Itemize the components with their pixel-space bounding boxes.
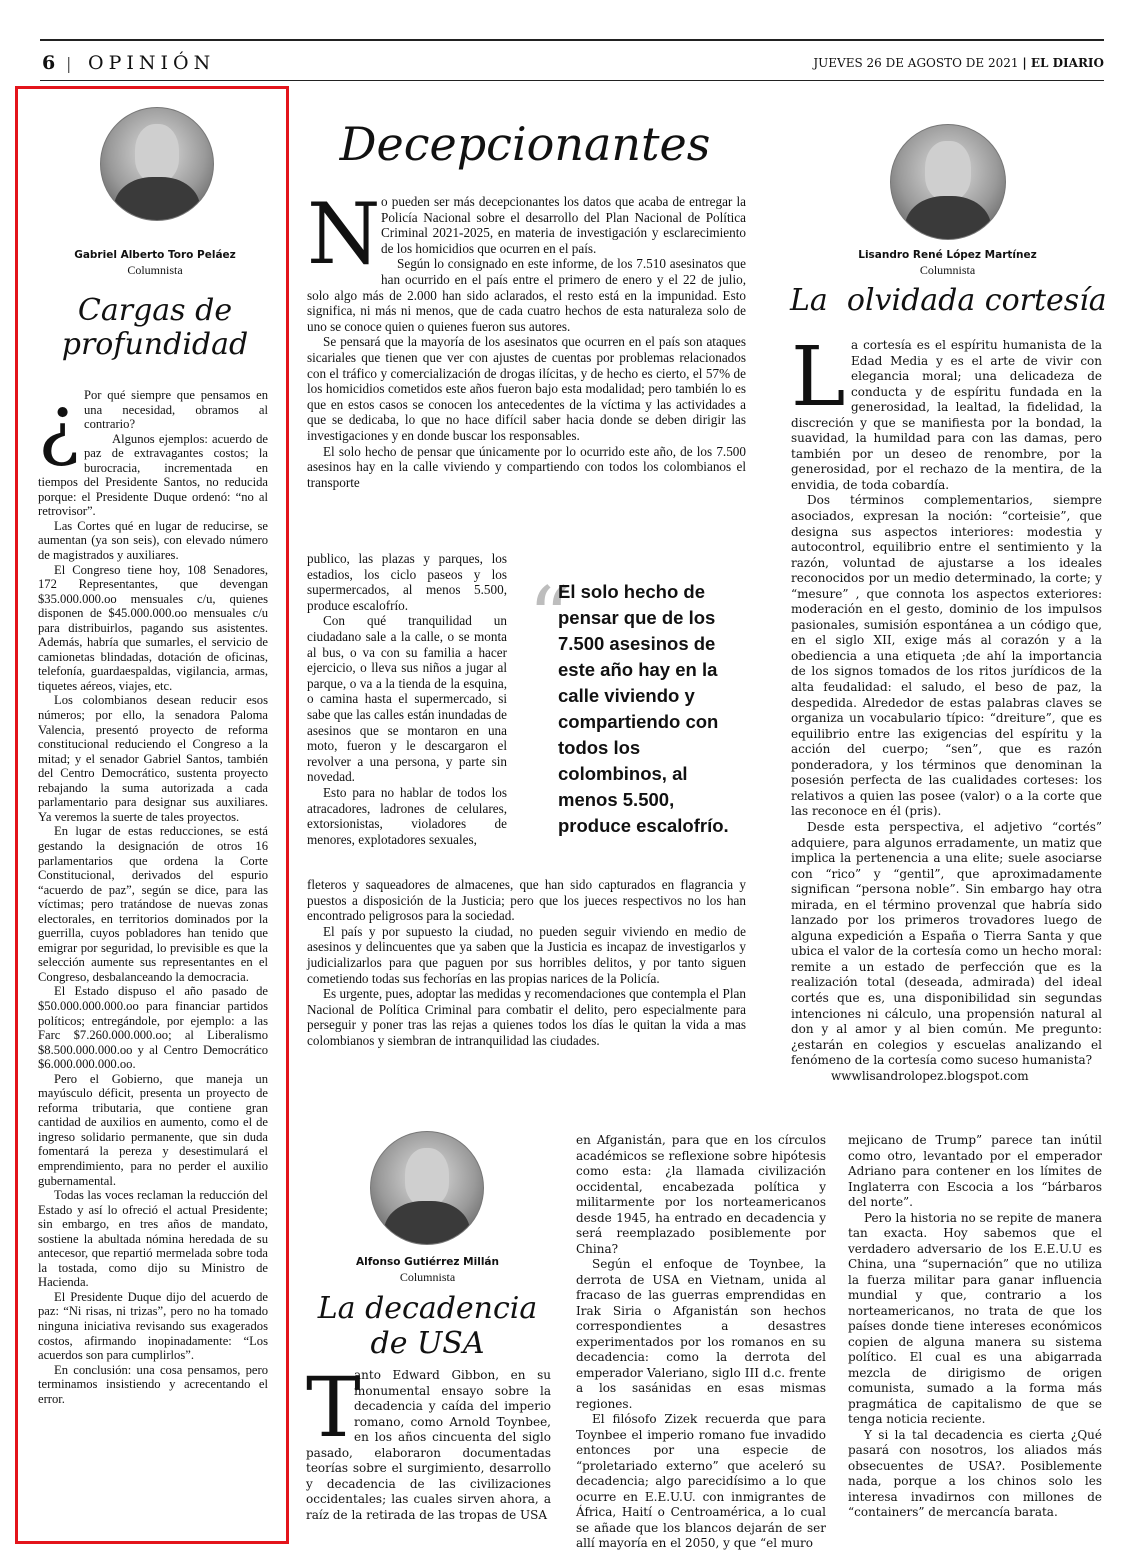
paragraph: Dos términos complementarios, siempre asociados, expresan la noción: “corteisie”, que designa sus aspectos interiores: modestia y autocontrol, equilibrio entre el sentimiento y la razón, voluntad de ajustarse a los ideales reconocidos por un medio determinado, la corte; y “mesure” , que connota los aspectos exteriores: moderación en el gesto, dominio de los impulsos pasionales, sumisión espontánea a un código que, en el siglo XII, exige más al corazón y a la obediencia a una etiqueta ;de ahí la importancia de los signos tomados de los ritos jurídicos de la alta feudalidad: el saludo, el beso de paz, la despedida. Alrededor de estas palabras claves se organiza un vocabulario típico: “dreiture”, que es equilibrio entre las exigencias del espíritu y la acción del cuerpo; “sen”, que es razón ponderadora, y los términos que denominan la posesión perfecta de las cualidades corteses: los relativos a quien las posee (valor) o a la corte que las reconoce en él (pris). [791, 493, 1102, 819]
article-body [791, 330, 1102, 1084]
paragraph: Según el enfoque de Toynbee, la derrota de USA en Vietnam, unida al fracaso de las guerras emprendidas en Irak Siria o Afganistán son hechos correspondientes a desastres experimentados por los romanos en su decadencia: como la derrota del emperador Valeriano, siglo III d.c. frente a los sasánidas en esas mismas regiones. [576, 1257, 826, 1411]
author-name: Gabriel Alberto Toro Peláez [74, 249, 236, 261]
paragraph: en Afganistán, para que en los círculos académicos se reflexione sobre hipótesis como esta: ¿la llamada civilización occidental, encabezada política y militarmente por los norteamericanos desde 1945, ha entrado en decadencia y será reemplazado posiblemente por China? [576, 1133, 826, 1256]
article-body [306, 1361, 551, 1523]
paragraph: El país y por supuesto la ciudad, no pueden seguir viviendo en medio de asesinos y delincuentes que ya saben que la Justicia es incapaz de investigarlos y judicializarlos para que paguen por sus horribles delitos, y por tanto siguen cometiendo todas sus fechorías en las propias narices de la Policía. [307, 923, 746, 986]
pull-quote: El solo hecho de pensar que de los 7.500 asesinos de este año hay en la calle viviendo y compartiendo con todos los colombinos, al menos 5.500, produce escalofrío. [558, 581, 729, 836]
paragraph: fleteros y saqueadores de almacenes, que han sido capturados en flagrancia y puestos a disposición de la Justicia; pero que los jueces respectivos no los han encontrado peligrosos para la sociedad. [307, 877, 746, 924]
paragraph: anto Edward Gibbon, en su monumental ensayo sobre la decadencia y caída del imperio romano, como Arnold Toynbee, en los años cincuenta del siglo pasado, elaboraron documentadas teorías sobre el surgimiento, desarrollo y decadencia de las civilizaciones occidentales; las cuales sirven ahora, a raíz de la retirada de las tropas de USA [306, 1368, 551, 1522]
paragraph: El filósofo Zizek recuerda que para Toynbee el imperio romano fue invadido entonces por una especie de “proletariado externo” que aceleró su decadencia; algo parecidísimo a lo que ocurre en E.E.U.U. con inmigrantes de África, Haití o Centroamérica, a lo cual se añade que los blancos dejarán de ser allí mayoría en el 2050, y que “el muro [576, 1412, 826, 1550]
paragraph: El Presidente Duque dijo del acuerdo de paz: “Ni risas, ni trizas”, pero no ha tomado ninguna iniciativa revisando sus exagerados costos, afirmando inopinadamente: “Los acuerdos son para cumplirlos”. [38, 1289, 268, 1363]
paragraph: En conclusión: una cosa pensamos, pero terminamos insistiendo y acrecentando el error. [38, 1362, 268, 1406]
paragraph: El solo hecho de pensar que únicamente por lo ocurrido este año, de los 7.500 asesinos hay en la calle viviendo y compartiendo con todos los colombianos el transporte [307, 443, 746, 490]
drop-cap: N [307, 185, 381, 283]
paragraph: El Congreso tiene hoy, 108 Senadores, 172 Representantes, que devengan $35.000.000.oo mensuales c/u, quienes disponen de $45.000.000.oo mensuales c/u para distribuirlos, pagando sus asistentes. Además, habría que sumarles, el servicio de camionetas blindadas, dotación de oficinas, telefonía, guardaespaldas, vigilancia, armas, tiquetes aéreos, viajes, etc. [38, 562, 268, 693]
drop-cap: T [306, 1361, 361, 1456]
article-body [38, 380, 268, 1406]
author-role: Columnista [127, 263, 183, 277]
paragraph: Desde esta perspectiva, el adjetivo “cortés” adquiere, para algunos erradamente, un matiz que implica la pertenencia a una elite; suele asociarse con “rico” y “gentil”, que aproximadamente significan “persona noble”. Sin embargo hay otra mirada, en el término provenzal que habría sido lanzado por los primeros trovadores luego de alguna expedición a España o Tierra Santa y que ubica el valor de la cortesía como un hecho moral: remite a un estado de perfección que es la realización total (deseada, admirada) del ideal cortés que es, una disponibilidad sin segundas intenciones ni cálculo, una propensión natural al don y al amor y al bien común. Me pregunto: ¿estarán en colegios y escuelas analizando el fenómeno de la cortesía como suceso humanista? [791, 819, 1102, 1068]
paper-name: | EL DIARIO [1022, 56, 1104, 70]
article-title: Decepcionantes [339, 117, 711, 171]
paragraph: o pueden ser más decepcionantes los datos que acaba de entregar la Policía Nacional sobre el desarrollo del Plan Nacional de Política Criminal 2021-2025, en materia de investigación y esclarecimiento de los homicidios que ocurren en el país. [381, 194, 746, 256]
author-role: Columnista [919, 263, 976, 277]
author-photo-toro [100, 107, 214, 221]
paragraph: Y si la tal decadencia es cierta ¿Qué pasará con nosotros, los aliados más obsecuentes de USA?. Posiblemente nada, porque a los chinos solo les interesa invadirnos con millones de “containers” de mercancía barata. [848, 1427, 1102, 1519]
paragraph: Las Cortes qué en lugar de reducirse, se aumentan (ya son seis), con elevado número de magistrados y auxiliares. [38, 518, 268, 563]
article-body [307, 185, 746, 490]
paragraph: Esto para no hablar de todos los atracadores, ladrones de celulares, extorsionistas, violadores de menores, explotadores sexuales, [307, 784, 507, 847]
article-title [40, 294, 270, 362]
header-separator: | [66, 54, 72, 73]
author-name: Alfonso Gutiérrez Millán [356, 1256, 499, 1268]
paragraph: El Estado dispuso el año pasado de $50.000.000.000.oo para financiar partidos políticos; entregándole, por ejemplo: a las Farc $7.260.000.000.oo; al Liberalismo $8.500.000.000.oo y al Centro Democrático $6.000.000.000.oo. [38, 984, 268, 1072]
paragraph: publico, las plazas y parques, los estadios, los ciclo paseos y los supermercados, al menos 5.500, produce escalofrío. [307, 551, 507, 613]
paragraph: Algunos ejemplos: acuerdo de paz de extravagantes costos; la burocracia, incrementada en tiempos del Presidente Santos, no reducida porque: el Presidente Duque ordenó: “no al retrovisor”. [38, 431, 268, 519]
header-rule [40, 80, 1104, 81]
paragraph: Es urgente, pues, adoptar las medidas y recomendaciones que contempla el Plan Nacional de Política Criminal para combatir el delito, pero especialmente para perseguir y poner tras las rejas a quienes todos los días le quitan la vida a mas colombianos y siembran de intranquilidad las ciudades. [307, 986, 746, 1048]
paragraph: Los colombianos desean reducir esos números; por ello, la senadora Paloma Valencia, presentó proyecto de reforma constitucional reduciendo el Congreso a la mitad; y el senador Gabriel Santos, también del Centro Democrático, sustenta proyecto rebajando la suma autorizada a cada parlamentario para designar sus auxiliares. Ya veremos la suerte de tales proyectos. [38, 693, 268, 824]
article-body-3 [848, 1133, 1102, 1521]
paragraph: En lugar de estas reducciones, se está gestando la designación de otros 16 parlamentarios que ordena la Corte Constitucional, derivados del espurio “acuerdo de paz”, según se dice, para las víctimas; pero tratándose de nuevas zonas electorales, en territorios dominados por la guerrilla, cuyos pobladores han tenido que emigrar por seguridad, lo previsible es que la selección aumente sus representantes en el Congreso, desbalanceando la democracia. [38, 824, 268, 984]
paragraph: mejicano de Trump” parece tan inútil como otro, levantado por el emperador Adriano para contener en los límites de Inglaterra con Escocia a los “bárbaros del norte”. [848, 1133, 1102, 1209]
title-line-2: de USA [370, 1326, 485, 1361]
page-number: 6 [42, 52, 57, 74]
article-title [305, 1291, 550, 1361]
section-name: OPINIÓN [88, 52, 216, 74]
drop-cap: ¿ [38, 380, 80, 470]
author-photo-lopez [890, 124, 1006, 240]
author-photo-gutierrez [370, 1131, 484, 1245]
author-name: Lisandro René López Martínez [858, 249, 1037, 261]
dateline [813, 56, 1104, 70]
paragraph: Con qué tranquilidad un ciudadano sale a la calle, o se monta al bus, o va con su familia a hacer ejercicio, o lleva sus niños a jugar al parque, o va a la tienda de la esquina, o camina hasta el supermercado, si sabe que las calles están inundadas de asesinos que se montaron en una moto, fueron y le descargaron el revolver a una persona, y parte sin novedad. [307, 613, 507, 785]
title-line-1: La decadencia [317, 1291, 538, 1326]
article-title: La olvidada cortesía [790, 283, 1107, 318]
paragraph: Por qué siempre que pensamos en una necesidad, obramos al contrario? [84, 388, 268, 432]
article-body-narrow [307, 551, 507, 847]
top-rule [40, 39, 1104, 41]
title-line-2: profundidad [61, 327, 249, 362]
article-body-2 [576, 1133, 826, 1552]
paragraph: Pero la historia no se repite de manera tan exacta. Hoy sabemos que el verdadero adversario de los E.E.U.U es China, una “supernación” que no utiliza la fuerza militar para ganar influencia mundial y que, contrario a los norteamericanos, no trata de que los países donde tiene intereses económicos copien de alguna manera su sistema político. El cual es una abigarrada mezcla de dirigismo de origen comunista, sumado a la forma más pragmática de capitalismo de que se tenga noticia reciente. [848, 1210, 1102, 1426]
date: JUEVES 26 DE AGOSTO DE 2021 [813, 56, 1019, 70]
quote-mark-icon: “ [528, 569, 571, 667]
paragraph: Según lo consignado en este informe, de los 7.510 asesinatos que han ocurrido en el país entre el primero de enero y el 22 de julio, solo algo más de 2.000 han sido aclarados, el resto está en la impunidad. Esto significa, ni más ni menos, que de cada cuatro hechos de esta naturaleza solo de uno se conoce quien o quienes fueron sus autores. [307, 256, 746, 334]
title-line-1: Cargas de [77, 293, 233, 328]
blog-url[interactable]: wwwlisandrolopez.blogspot.com [831, 1068, 1029, 1083]
drop-cap: L [791, 330, 846, 425]
author-role: Columnista [399, 1270, 456, 1284]
paragraph: a cortesía es el espíritu humanista de la Edad Media y es el arte de vivir con elegancia moral; una delicadeza de conducta y de espíritu fundada en la generosidad, la lealtad, la fidelidad, la discreción y que se manifiesta por la bondad, la suavidad, la humildad para con las damas, pero también por un deseo de renombre, por la generosidad, por el rechazo de la mentira, de la envidia, de toda cobardía. [791, 338, 1102, 492]
paragraph: Se pensará que la mayoría de los asesinatos que ocurren en el país son ataques sicariales que tienen que ver con ajustes de cuentas por problemas relacionados con el tráfico y comercialización de drogas ilícitas, y de hecho es cierto, el 57% de los homicidios cometidos este años fueron bajo esta modalidad; pero también lo es que en estos casos se conocen los antecedentes de la víctima y las actividades a que se dedicaba, lo que no hace difícil saber hacia donde se deben dirigir las investigaciones y en donde buscar los responsables. [307, 334, 746, 443]
paragraph: Pero el Gobierno, que maneja un mayúsculo déficit, presenta un proyecto de reforma tributaria, que contiene gran cantidad de auxilios en aumento, como el de ingreso solidario permanente, que sin duda fomentará la pereza y desestimulará el emprendimiento, para no perder el auxilio gubernamental. [38, 1071, 268, 1188]
paragraph: Todas las voces reclaman la reducción del Estado y así lo ofreció el actual Presidente; sin embargo, en tres años de mandato, sostiene la abultada nómina heredada de su antecesor, que repartió mermelada sobre toda la tostada, como dijo su Ministro de Hacienda. [38, 1188, 268, 1290]
article-body-tail [307, 877, 746, 1049]
